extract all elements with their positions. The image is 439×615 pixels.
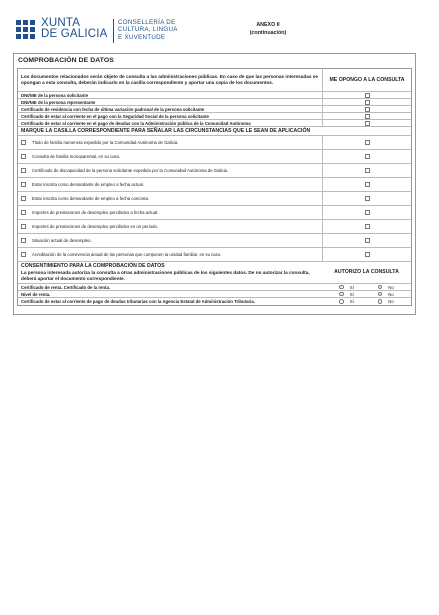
circumstance-checkbox[interactable] — [21, 140, 26, 145]
consent-radio-group — [339, 299, 394, 304]
conselleria-name: CONSELLERÍA DE CULTURA, LINGUA E XUVENTUDE — [118, 19, 178, 41]
oppose-row — [18, 120, 411, 127]
no-radio[interactable] — [378, 299, 383, 304]
circumstances-header: MARQUE LA CASILLA CORRESPONDIENTE PARA SEÑALAR LAS CIRCUNSTANCIAS QUE LE SEAN DE APLICACIÓN — [18, 127, 411, 136]
circumstance-label: Importes de prestaciones de desempleo percibidos en un período. — [32, 224, 159, 229]
oppose-checkbox[interactable] — [365, 107, 370, 112]
consent-radio-group — [339, 285, 394, 290]
data-verification-section — [13, 53, 416, 315]
oppose-checkbox[interactable] — [365, 224, 370, 229]
circumstance-checkbox[interactable] — [21, 252, 26, 257]
oppose-item-label: DNI/NIE de la persona representante — [21, 99, 96, 105]
authorize-header: AUTORIZO LA CONSULTA — [334, 269, 399, 275]
oppose-checkbox[interactable] — [365, 121, 370, 126]
no-radio[interactable] — [378, 285, 383, 290]
verification-table — [17, 68, 412, 306]
intro-row — [18, 69, 411, 92]
consent-row — [18, 291, 411, 298]
oppose-checkbox[interactable] — [365, 168, 370, 173]
header-divider — [113, 19, 114, 43]
no-label: No — [388, 284, 394, 290]
oppose-checkbox[interactable] — [365, 182, 370, 187]
yes-radio[interactable] — [339, 285, 344, 290]
oppose-checkbox[interactable] — [365, 238, 370, 243]
oppose-checkbox[interactable] — [365, 196, 370, 201]
oppose-row — [18, 113, 411, 120]
circumstance-row — [18, 234, 411, 248]
yes-label: Sí — [349, 291, 354, 297]
circumstance-row — [18, 192, 411, 206]
circumstance-row — [18, 150, 411, 164]
xunta-logo-icon — [14, 18, 38, 42]
document-header — [14, 18, 434, 50]
consent-intro-row — [18, 262, 411, 284]
consent-item-label: Nivel de renta. — [21, 291, 51, 297]
circumstance-label: Importes de prestaciones de desempleo percibidos a fecha actual. — [32, 210, 159, 215]
oppose-item-label: DNI/NIE de la persona solicitante — [21, 92, 89, 98]
circumstance-row — [18, 178, 411, 192]
oppose-row — [18, 106, 411, 113]
circumstance-checkbox[interactable] — [21, 182, 26, 187]
oppose-header: ME OPONGO A LA CONSULTA — [322, 69, 411, 91]
oppose-item-label: Certificado de residencia con fecha de última variación padronal de la persona solicitante — [21, 106, 205, 112]
consent-row — [18, 284, 411, 291]
circumstance-row — [18, 206, 411, 220]
circumstance-label: Estar inscrita como demandante de empleo a fecha actual. — [32, 182, 145, 187]
intro-text: Los documentos relacionados serán objeto de consulta a las administraciones públicas. En caso de que las personas interesadas se opongan a esta consulta, deberán indicarlo en la casilla correspondiente y aportar una copia de los documentos. — [21, 73, 318, 85]
annex-title: ANEXO II (continuación) — [249, 22, 287, 36]
circumstance-checkbox[interactable] — [21, 238, 26, 243]
circumstance-checkbox[interactable] — [21, 196, 26, 201]
yes-label: Sí — [349, 284, 354, 290]
no-radio[interactable] — [378, 292, 383, 297]
consent-row — [18, 298, 411, 305]
organization-name: XUNTA DE GALICIA — [41, 17, 108, 40]
oppose-checkbox[interactable] — [365, 114, 370, 119]
oppose-item-label: Certificado de estar al corriente en el pago de deudas con la Administración pública de la Comunidad Autónoma — [21, 120, 251, 126]
circumstance-row — [18, 220, 411, 234]
circumstance-label: Acreditación de la convivencia actual de las personas que componen la unidad familiar, en su caso. — [32, 252, 222, 257]
consent-item-label: Certificado de renta. Certificado de la renta. — [21, 284, 111, 290]
oppose-checkbox[interactable] — [365, 252, 370, 257]
oppose-checkbox[interactable] — [365, 93, 370, 98]
consent-intro: La persona interesada autoriza la consulta a otras administraciones públicas de los siguientes datos. De no autorizar la consulta, deberá aportar el documento correspondiente. — [21, 269, 310, 281]
circumstance-label: Consulta de familia monoparental, en su caso. — [32, 154, 121, 159]
circumstance-row — [18, 136, 411, 150]
oppose-checkbox[interactable] — [365, 140, 370, 145]
no-label: No — [388, 299, 394, 304]
oppose-row — [18, 99, 411, 106]
circumstance-checkbox[interactable] — [21, 168, 26, 173]
oppose-item-label: Certificado de estar al corriente en el pago con la Seguridad Social de la persona solicitante — [21, 113, 209, 119]
yes-label: Sí — [349, 299, 354, 304]
circumstance-row — [18, 248, 411, 262]
circumstance-label: Certificado de discapacidad de la persona solicitante expedido por la Comunidad Autónoma de Galicia. — [32, 168, 229, 173]
circumstance-label: Título de familia numerosa expedido por la Comunidad Autónoma de Galicia. — [32, 140, 179, 145]
no-label: No — [388, 291, 394, 297]
circumstance-checkbox[interactable] — [21, 154, 26, 159]
yes-radio[interactable] — [339, 299, 344, 304]
oppose-checkbox[interactable] — [365, 210, 370, 215]
consent-item-label: Certificado de estar al corriente de pago de deudas tributarias con la Agencia Estatal de Administración Tributaria. — [21, 299, 255, 304]
circumstance-checkbox[interactable] — [21, 210, 26, 215]
circumstance-checkbox[interactable] — [21, 224, 26, 229]
consent-header: CONSENTIMIENTO PARA LA COMPROBACIÓN DE DATOS — [21, 263, 165, 269]
oppose-checkbox[interactable] — [365, 100, 370, 105]
circumstance-label: Situación actual de desempleo. — [32, 238, 92, 243]
circumstance-label: Estar inscrita como demandante de empleo a fecha concreta. — [32, 196, 150, 201]
yes-radio[interactable] — [339, 292, 344, 297]
oppose-checkbox[interactable] — [365, 154, 370, 159]
circumstance-row — [18, 164, 411, 178]
section-title: COMPROBACIÓN DE DATOS — [18, 57, 114, 64]
consent-radio-group — [339, 292, 394, 297]
oppose-row — [18, 92, 411, 99]
